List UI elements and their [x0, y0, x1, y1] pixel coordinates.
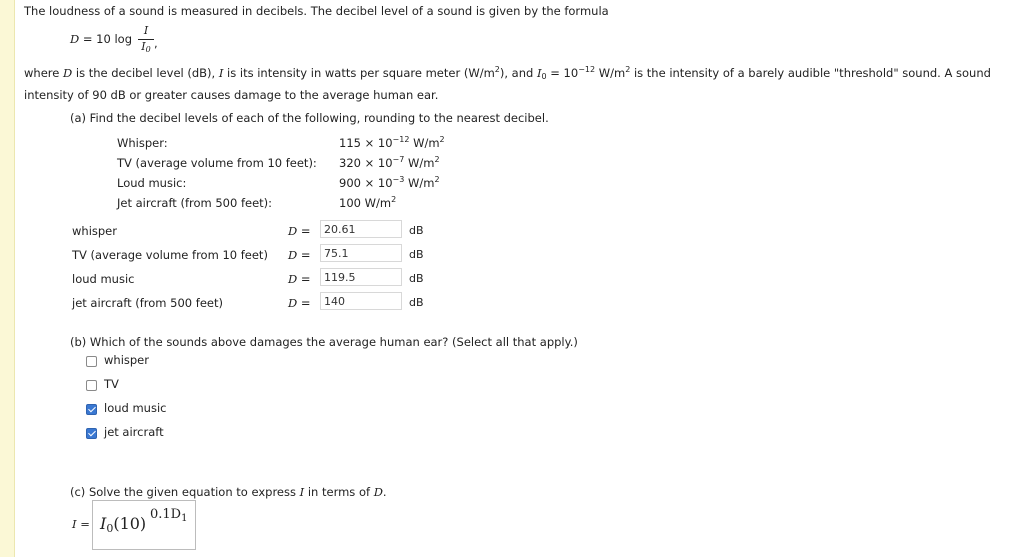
checkbox-label: loud music	[104, 401, 167, 415]
source-intensity: $320 \times 10^{-7}$ $W/m^2$	[339, 155, 440, 170]
intro-where: where D is the decibel level (dB), I is its intensity in watts per square meter $(W/m^2)$, and $I_0 = 10^{-12}$ $W/m^2$ is the intensity of a barely audible "threshold" sound. A sound	[24, 65, 991, 81]
left-margin-bar	[0, 0, 15, 557]
d-equals: D =	[288, 296, 311, 310]
source-intensity: 100 $W/m^2$	[339, 195, 397, 210]
tv-checkbox[interactable]	[86, 380, 97, 391]
checkbox-label: TV	[104, 377, 119, 391]
whisper-db-input[interactable]: 20.61	[320, 220, 402, 238]
answer-row-label: whisper	[72, 224, 117, 238]
i-expression-exponent: $0.1D_1$	[150, 507, 188, 524]
answer-lhs: I =	[72, 517, 90, 531]
source-intensity: $900 \times 10^{-3}$ $W/m^2$	[339, 175, 440, 190]
intro-damage-threshold: intensity of 90 dB or greater causes damage to the average human ear.	[24, 88, 439, 102]
unit-db: dB	[409, 272, 424, 285]
answer-row-label: loud music	[72, 272, 135, 286]
d-equals: D =	[288, 224, 311, 238]
jet-aircraft-db-input[interactable]: 140	[320, 292, 402, 310]
unit-db: dB	[409, 224, 424, 237]
source-label: TV (average volume from 10 feet):	[117, 156, 317, 170]
source-intensity: $115 \times 10^{-12}$ $W/m^2$	[339, 135, 445, 150]
d-equals: D =	[288, 272, 311, 286]
loud-music-checkbox[interactable]	[86, 404, 97, 415]
source-label: Loud music:	[117, 176, 187, 190]
d-equals: D =	[288, 248, 311, 262]
formula-lhs: D	[70, 32, 80, 46]
tv-db-input[interactable]: 75.1	[320, 244, 402, 262]
formula-denominator: $I_0$	[141, 40, 151, 54]
loud-music-db-input[interactable]: 119.5	[320, 268, 402, 286]
i-expression: $I_0(10)$	[100, 514, 147, 535]
jet-aircraft-checkbox[interactable]	[86, 428, 97, 439]
answer-row-label: TV (average volume from 10 feet)	[72, 248, 268, 262]
answer-row-label: jet aircraft (from 500 feet)	[72, 296, 223, 310]
formula	[70, 32, 132, 46]
unit-db: dB	[409, 248, 424, 261]
part-c-prompt: (c) Solve the given equation to express I in terms of D.	[70, 485, 387, 499]
formula-trailing-comma: ,	[154, 36, 158, 50]
source-label: Jet aircraft (from 500 feet):	[117, 196, 273, 210]
part-a-prompt: (a) Find the decibel levels of each of the following, rounding to the nearest decibel.	[70, 111, 549, 125]
checkbox-label: jet aircraft	[104, 425, 164, 439]
unit-db: dB	[409, 296, 424, 309]
whisper-checkbox[interactable]	[86, 356, 97, 367]
source-label: Whisper:	[117, 136, 168, 150]
part-b-prompt: (b) Which of the sounds above damages the average human ear? (Select all that apply.)	[70, 335, 578, 349]
intro-text: The loudness of a sound is measured in decibels. The decibel level of a sound is given by the formula	[24, 4, 609, 18]
formula-eq: = 10 log	[82, 32, 133, 46]
formula-numerator: I	[143, 24, 149, 37]
checkbox-label: whisper	[104, 353, 149, 367]
